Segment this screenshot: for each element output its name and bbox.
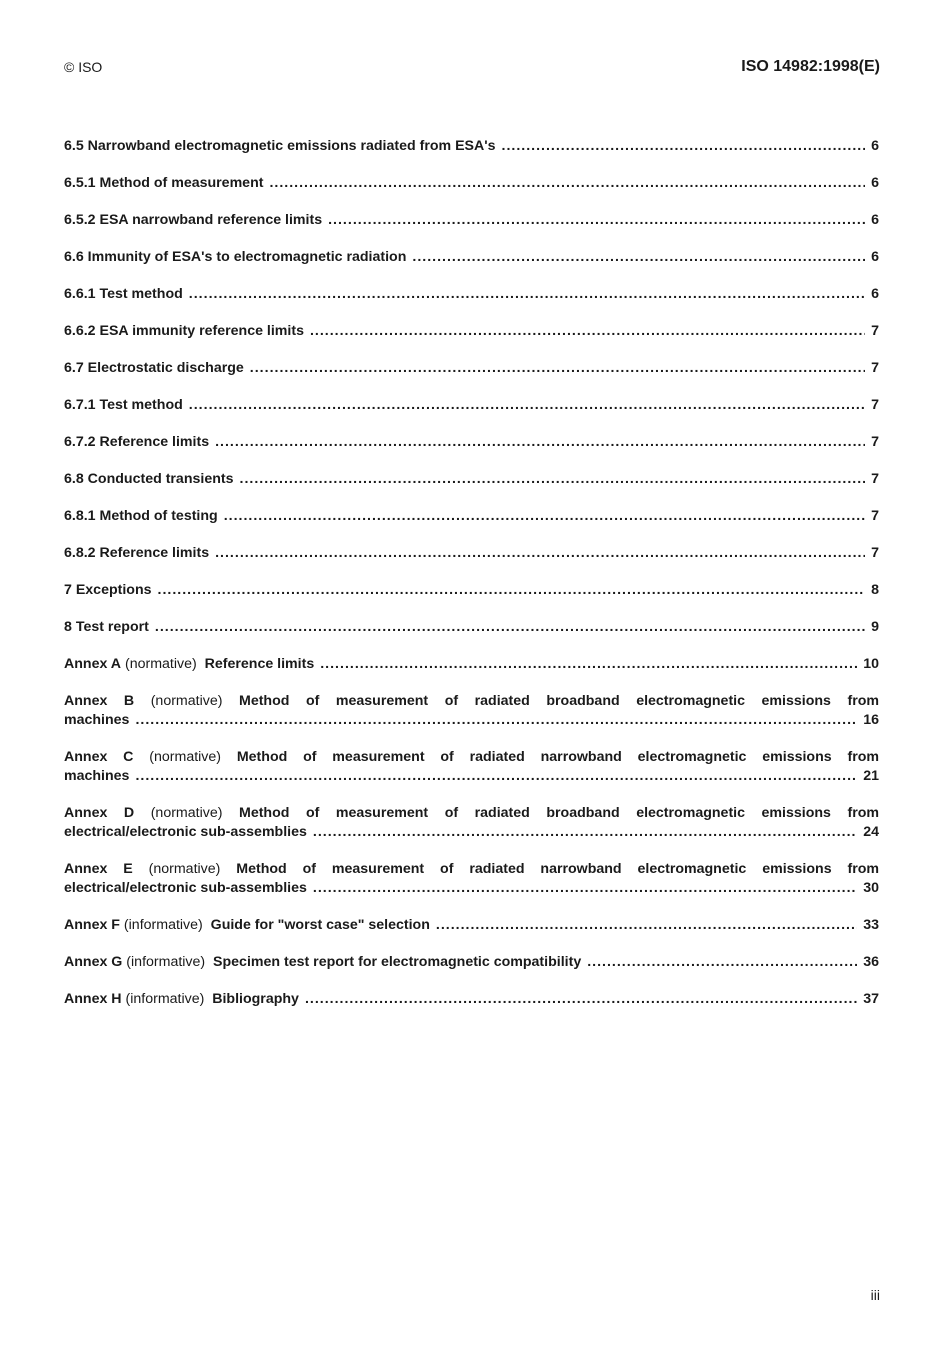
dot-leader xyxy=(135,767,857,786)
toc-entry[interactable] xyxy=(64,507,879,526)
toc-entry-page: 7 xyxy=(871,323,879,339)
dot-leader xyxy=(320,655,857,674)
annex-kind: (informative) xyxy=(125,991,205,1007)
annex-kind: (informative) xyxy=(123,917,203,933)
annex-kind: (normative) xyxy=(150,693,223,709)
annex-kind: (normative) xyxy=(149,749,222,765)
annex-page: 36 xyxy=(863,954,879,970)
annex-label: Annex D xyxy=(64,805,135,821)
annex-page: 10 xyxy=(863,656,879,672)
annex-label: Annex E xyxy=(64,861,133,877)
toc-entry[interactable] xyxy=(64,248,879,267)
annex-title: Method of measurement of radiated broadband electromagnetic emissions from xyxy=(239,805,880,821)
toc-annex-entry[interactable] xyxy=(64,990,879,1009)
annex-page: 33 xyxy=(863,917,879,933)
dot-leader xyxy=(155,618,865,637)
toc-entry-page: 7 xyxy=(871,360,879,376)
annex-title: Method of measurement of radiated broadband electromagnetic emissions from xyxy=(239,693,880,709)
dot-leader xyxy=(158,581,866,600)
annex-page: 16 xyxy=(863,712,879,728)
dot-leader xyxy=(502,137,866,156)
annex-title-continuation: machines xyxy=(64,712,130,728)
toc-entry-page: 9 xyxy=(871,619,879,635)
toc-entry-page: 7 xyxy=(871,397,879,413)
annex-page: 24 xyxy=(863,824,879,840)
toc-entry-title: 6.5 Narrowband electromagnetic emissions radiated from ESA's xyxy=(64,138,496,154)
dot-leader xyxy=(224,507,865,526)
toc-entry-page: 8 xyxy=(871,582,879,598)
dot-leader xyxy=(436,916,857,935)
annex-title-continuation: electrical/electronic sub-assemblies xyxy=(64,824,307,840)
toc-entry-title: 6.7.1 Test method xyxy=(64,397,183,413)
dot-leader xyxy=(587,953,857,972)
toc-entry-title: 6.5.2 ESA narrowband reference limits xyxy=(64,212,323,228)
annex-page: 21 xyxy=(863,768,879,784)
annex-title: Reference limits xyxy=(204,656,315,672)
toc-entry-title: 6.5.1 Method of measurement xyxy=(64,175,264,191)
toc-entry-page: 6 xyxy=(871,212,879,228)
toc-entry-title: 6.7.2 Reference limits xyxy=(64,434,210,450)
toc-annex-entry[interactable] xyxy=(64,655,879,674)
toc-entry[interactable] xyxy=(64,470,879,489)
dot-leader xyxy=(189,285,865,304)
annex-label: Annex G xyxy=(64,954,123,970)
toc-annex-entry[interactable] xyxy=(64,953,879,972)
toc-entry-title: 6.6.2 ESA immunity reference limits xyxy=(64,323,304,339)
annex-title: Method of measurement of radiated narrowband electromagnetic emissions from xyxy=(236,861,880,877)
toc-entry-title: 6.7 Electrostatic discharge xyxy=(64,360,244,376)
annex-kind: (normative) xyxy=(150,805,223,821)
dot-leader xyxy=(310,322,865,341)
toc-entry-page: 6 xyxy=(871,249,879,265)
toc-entry-title: 7 Exceptions xyxy=(64,582,152,598)
dot-leader xyxy=(215,544,865,563)
toc-entry[interactable] xyxy=(64,285,879,304)
dot-leader xyxy=(240,470,866,489)
copyright-header: © ISO xyxy=(64,59,103,75)
annex-page: 30 xyxy=(863,880,879,896)
toc-entry-page: 6 xyxy=(871,286,879,302)
annex-title: Bibliography xyxy=(212,991,299,1007)
toc-entry[interactable] xyxy=(64,211,879,230)
dot-leader xyxy=(412,248,865,267)
annex-page: 37 xyxy=(863,991,879,1007)
page-number: iii xyxy=(870,1287,880,1303)
annex-label: Annex F xyxy=(64,917,120,933)
toc-entry[interactable] xyxy=(64,618,879,637)
dot-leader xyxy=(313,879,857,898)
toc-entry[interactable] xyxy=(64,433,879,452)
annex-title: Specimen test report for electromagnetic compatibility xyxy=(213,954,582,970)
toc-entry-title: 6.8.2 Reference limits xyxy=(64,545,210,561)
toc-entry-page: 6 xyxy=(871,138,879,154)
toc-annex-entry[interactable] xyxy=(64,916,879,935)
dot-leader xyxy=(135,711,857,730)
annex-label: Annex H xyxy=(64,991,122,1007)
toc-entry-page: 7 xyxy=(871,508,879,524)
annex-kind: (normative) xyxy=(124,656,197,672)
toc-annex-entry[interactable] xyxy=(64,860,879,898)
dot-leader xyxy=(313,823,857,842)
toc-entry[interactable] xyxy=(64,581,879,600)
dot-leader xyxy=(250,359,865,378)
annex-title-continuation: electrical/electronic sub-assemblies xyxy=(64,880,307,896)
toc-entry[interactable] xyxy=(64,322,879,341)
toc-annex-entry[interactable] xyxy=(64,692,879,730)
toc-entry[interactable] xyxy=(64,174,879,193)
toc-entry-title: 6.8.1 Method of testing xyxy=(64,508,218,524)
dot-leader xyxy=(328,211,865,230)
toc-entry-title: 6.8 Conducted transients xyxy=(64,471,234,487)
toc-entry-page: 7 xyxy=(871,434,879,450)
annex-label: Annex A xyxy=(64,656,122,672)
toc-entry[interactable] xyxy=(64,359,879,378)
annex-label: Annex C xyxy=(64,749,134,765)
toc-annex-entry[interactable] xyxy=(64,804,879,842)
toc-entry-title: 6.6 Immunity of ESA's to electromagnetic radiation xyxy=(64,249,407,265)
document-number-header: ISO 14982:1998(E) xyxy=(741,58,880,75)
annex-kind: (informative) xyxy=(126,954,206,970)
dot-leader xyxy=(305,990,857,1009)
annex-title: Guide for "worst case" selection xyxy=(210,917,430,933)
annex-title: Method of measurement of radiated narrowband electromagnetic emissions from xyxy=(236,749,879,765)
toc-entry-title: 8 Test report xyxy=(64,619,149,635)
toc-entry-page: 7 xyxy=(871,471,879,487)
toc-entry[interactable] xyxy=(64,396,879,415)
annex-title-continuation: machines xyxy=(64,768,130,784)
dot-leader xyxy=(189,396,865,415)
dot-leader xyxy=(215,433,865,452)
toc-entry[interactable] xyxy=(64,137,879,156)
toc-entry-page: 6 xyxy=(871,175,879,191)
toc-entry[interactable] xyxy=(64,544,879,563)
annex-label: Annex B xyxy=(64,693,135,709)
toc-entry-title: 6.6.1 Test method xyxy=(64,286,183,302)
table-of-contents xyxy=(64,137,879,1027)
annex-kind: (normative) xyxy=(148,861,221,877)
toc-annex-entry[interactable] xyxy=(64,748,879,786)
dot-leader xyxy=(269,174,865,193)
toc-entry-page: 7 xyxy=(871,545,879,561)
